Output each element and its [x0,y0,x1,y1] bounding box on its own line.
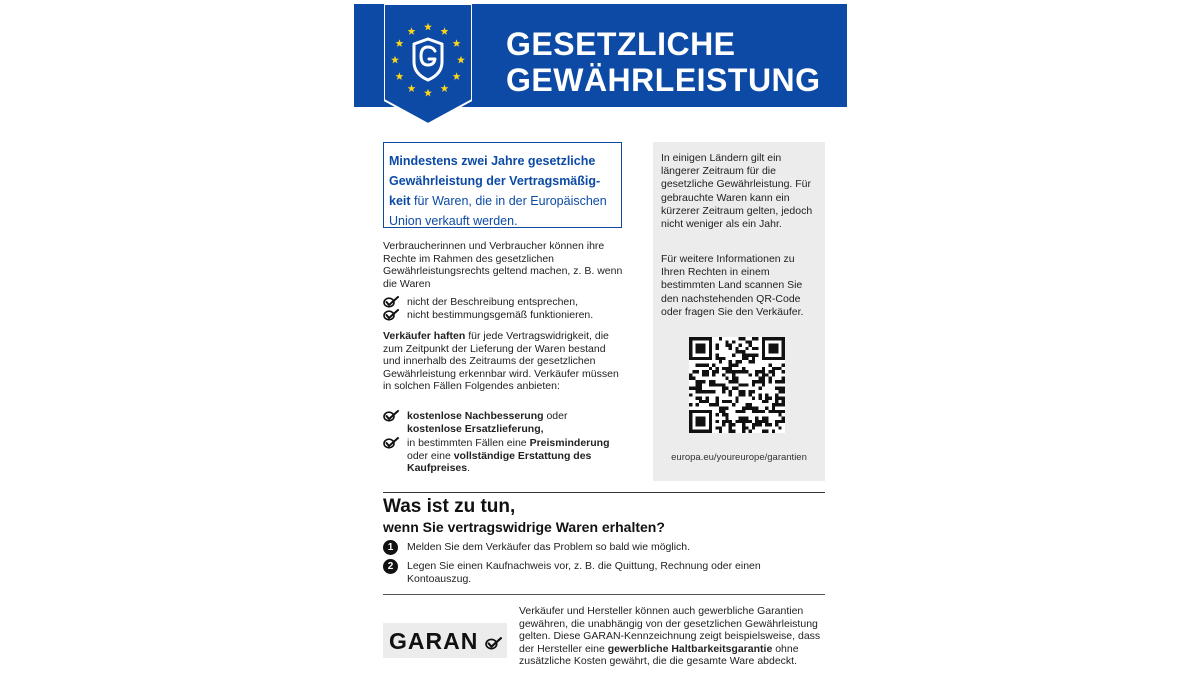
header-banner [354,4,847,107]
liability-bold: Verkäufer haften [383,330,466,342]
intro-text: für Waren, die in der Europäischen Union verkauft werden. [389,194,607,228]
divider [383,594,825,595]
step-text: Legen Sie einen Kaufnachweis vor, z. B. die Quittung, Rechnung oder einen Kontoauszug. [407,560,761,585]
garan-logo-text: GARAN [389,628,479,654]
intro-bold-text: Mindestens zwei Jahre gesetzliche Gewährleistung der Vertragsmäßigkeit [389,154,601,208]
title-line-2: GEWÄHRLEISTUNG [506,62,821,98]
remedy-price-reduction: Preisminderung [529,437,610,449]
garan-logo [383,623,507,658]
page-title [506,26,821,98]
guarantee-bold: gewerbliche Haltbarkeitsgarantie [607,642,773,655]
eu-stars-shield-g-icon [384,4,472,124]
checkmark-icon [485,637,502,650]
guarantee-paragraph [519,605,825,668]
qr-code-icon[interactable] [689,337,785,433]
step-number-badge: 2 [383,559,398,574]
remedy-replacement: kostenlose Ersatzlieferung, [407,422,544,435]
list-item [383,437,623,475]
step-item [383,541,803,554]
list-item-text: nicht der Beschreibung entsprechen, [407,296,579,308]
intro-highlight-box [383,142,622,228]
list-item [383,296,623,309]
list-item [383,309,623,322]
step-item [383,560,803,586]
info-url: europa.eu/youreurope/garantien [671,452,807,463]
rights-paragraph: Verbraucherinnen und Verbraucher können ihre Rechte im Rahmen des gesetzlichen Gewährleistungsrechts geltend machen, z. B. wenn die Waren [383,240,623,290]
list-item [383,410,623,435]
section-subtitle: wenn Sie vertragswidrige Waren erhalten? [383,519,665,535]
guarantee-text-end: ohne zusätzliche Kosten gewährt, die die gesamte Ware abdeckt. [519,642,799,667]
checkmark-icon [383,309,399,321]
step-number-badge: 1 [383,540,398,555]
info-sidebar [653,142,825,481]
checkmark-icon [383,410,399,422]
sidebar-paragraph-1: In einigen Ländern gilt ein längerer Zeitraum für die gesetzliche Gewährleistung. Für gebrauchte Waren kann ein kürzerer Zeitraum gelten, jedoch nicht weniger als ein Jahr. [661,152,813,231]
remedy-prefix: in bestimmten Fällen eine [407,437,530,449]
remedy-end: . [467,462,471,474]
section-title: Was ist zu tun, [383,496,516,517]
remedy-connector: oder [543,410,568,422]
title-line-1: GESETZLICHE [506,26,736,62]
step-text: Melden Sie dem Verkäufer das Problem so bald wie möglich. [407,541,691,553]
remedies-list [383,410,623,477]
checkmark-icon [383,437,399,449]
defects-list [383,296,623,321]
list-item-text: nicht bestimmungsgemäß funktionieren. [407,308,594,321]
remedy-connector: oder eine [407,449,454,462]
liability-paragraph [383,330,623,393]
remedy-repair: kostenlose Nachbesserung [407,410,544,422]
guarantee-text: Verkäufer und Hersteller können auch gewerbliche Garantien gewähren, die unabhängig von der gesetzlichen Gewährleistung gelten. Diese GARAN-Kennzeichnung zeigt beispielsweise, dass der Hersteller eine [519,605,821,655]
divider [383,492,825,493]
steps-list [383,541,803,592]
checkmark-icon [383,296,399,308]
remedy-refund: vollständige Erstattung des Kaufpreises [407,449,592,474]
sidebar-paragraph-2: Für weitere Informationen zu Ihren Rechten in einem bestimmten Land scannen Sie den nachstehenden QR-Code oder fragen Sie den Verkäufer. [661,253,804,318]
liability-text: für jede Vertragswidrigkeit, die zum Zeitpunkt der Lieferung der Waren bestand und innerhalb des Zeitraums der gesetzlichen Gewährleistung erkennbar wird. Verkäufer müssen in solchen Fällen Folgendes anbieten: [383,330,619,392]
warranty-notice-page [354,4,847,680]
